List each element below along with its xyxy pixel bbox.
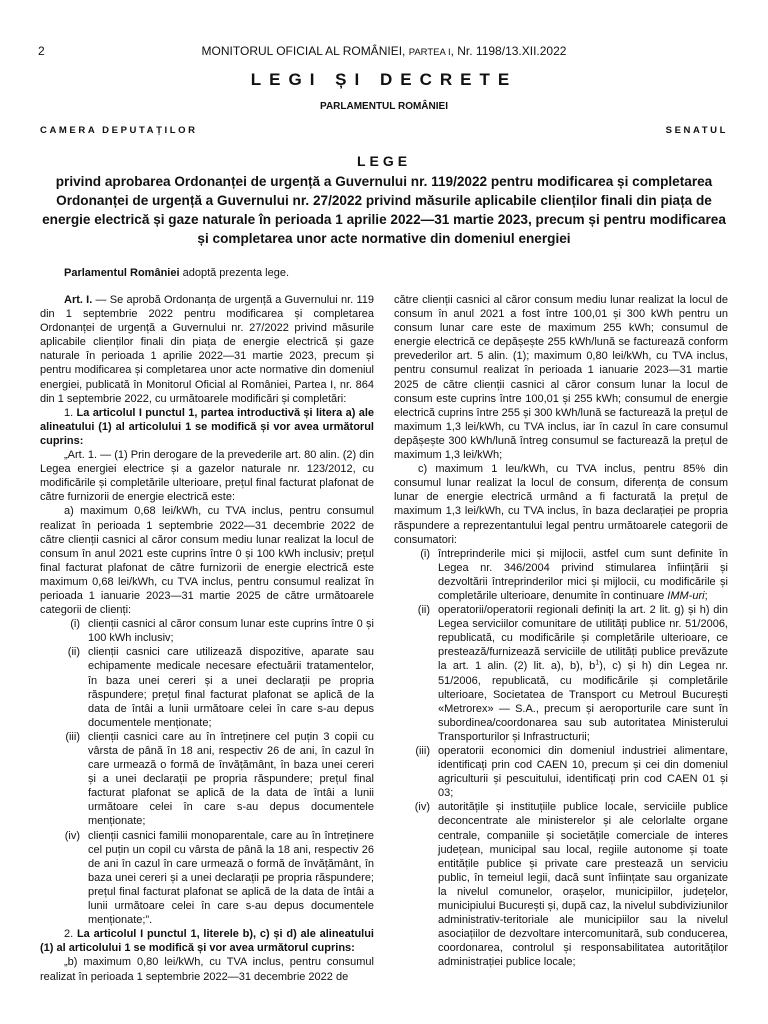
list-item: [394, 603, 728, 744]
point-1-heading: La articolul I punctul 1, partea introductivă și litera a) ale alineatului (1) al articolului 1 se modifică și vor avea următorul cuprins:: [40, 406, 374, 447]
item-a: a) maximum 0,68 lei/kWh, cu TVA inclus, pentru consumul realizat în perioada 1 septembrie 2022—31 decembrie 2022 de către clienții casnici al căror consum mediu lunar realizat la locul de consum în anul 2021 este cuprins între 0 și 100 kWh inclusiv; prețul final facturat plafonat de către furnizorii de energie electrică este maximum 0,68 lei/kWh, cu TVA inclus, pentru consumul realizat în perioada 1 ianuarie 2023—31 martie 2025 de către următoarele categorii de clienți:: [40, 505, 374, 617]
list-item-number: (ii): [417, 604, 430, 617]
law-label: LEGE: [356, 153, 412, 169]
list-item-text: clienții casnici care au în întreținere cel puțin 3 copii cu vârsta de până în 18 ani, respectiv 26 de ani, în cazul în care urmează o formă de învățământ, în baza unei cereri și a unei declarații pe propria răspundere; prețul final facturat plafonat se aplică de la data de întâi a lunii următoare celei în care s-au depus documentele menționate;: [88, 730, 374, 828]
list-item: [394, 744, 728, 800]
item-c: c) maximum 1 leu/kWh, cu TVA inclus, pentru 85% din consumul lunar realizat la locul de consum, diferența de consum lunar de energie electrică urmând a fi facturată la prețul de maximum 1,3 lei/kWh, cu TVA inclus, în baza declarației pe propria răspundere a reprezentantului legal pentru următoarele categorii de consumatori:: [394, 463, 728, 546]
list-item: [40, 829, 374, 928]
list-item-text-part: ), c) și h) din Legea nr. 51/2006, republicată, cu modificările și completările ulterioare, Societatea de Transport cu Metroul București «Metrorex» — S.A., precum și aeroporturile care sunt în subordinea/coordonarea sau sub autoritatea Ministerului Transporturilor și Infrastructurii;: [438, 660, 729, 743]
gazette-part: PARTEA I: [408, 47, 451, 58]
list-item-text: clienții casnici al căror consum lunar este cuprins între 0 și 100 kWh inclusiv;: [88, 618, 374, 645]
list-item-text: clienții casnici care utilizează dispozitive, aparate sau echipamente medicale necesare efectuării tratamentelor, în baza unei cereri și a unei declarații pe propria răspundere; prețul final facturat plafonat se aplică de la data de întâi a lunii următoare celei în care s-au depus documentele menționate;: [88, 646, 374, 729]
right-column: [394, 293, 728, 970]
list-item-text-part: operatorii/operatorii regionali definiți la art. 2 lit. g) și h) din Legea serviciilor comunitare de utilități publice nr. 51/2006, republicată, cu modificările și completările ulterioare, ce prestează/furnizează serviciile de utilități publice prevăzute la art. 1 alin. (2) lit. a), b), b: [438, 604, 728, 673]
list-item-text: operatorii economici din domeniul industriei alimentare, identificați prin cod CAEN 10, precum și cei din domeniul agriculturii și pescuitului, identificați prin cod CAEN 01 și 03;: [438, 745, 728, 800]
point-2-heading: La articolul I punctul 1, literele b), c) și d) ale alineatului (1) al articolului 1 se modifică și vor avea următorul cuprins:: [40, 928, 374, 955]
item-b-start: „b) maximum 0,80 lei/kWh, cu TVA inclus, pentru consumul realizat în perioada 1 septembrie 2022—31 decembrie 2022 de: [40, 956, 374, 983]
list-item-number: (iii): [65, 730, 80, 743]
preamble: [64, 267, 289, 279]
law-title: privind aprobarea Ordonanței de urgență a Guvernului nr. 119/2022 pentru modificarea și completarea Ordonanței de urgență a Guvernului nr. 27/2022 privind măsurile aplicabile clienților finali din piața de energie electrică și gaze naturale în perioada 1 aprilie 2022—31 martie 2023, precum și pentru modificarea și completarea unor acte normative din domeniul energiei: [42, 174, 726, 246]
point-1: [40, 406, 374, 448]
list-item-number: (iv): [64, 829, 80, 842]
chamber-senate: SENATUL: [665, 125, 728, 136]
quote-art-1: „Art. 1. — (1) Prin derogare de la prevederile art. 80 alin. (2) din Legea energiei electrice și a gazelor naturale nr. 123/2012, cu modificările și completările ulterioare, prețul final facturat plafonat de către furnizorii de energie electrică este:: [40, 449, 374, 504]
list-item: [40, 645, 374, 730]
list-item: [40, 730, 374, 829]
list-item-italic-term: IMM-uri: [667, 589, 705, 602]
chamber-deputies: CAMERA DEPUTAȚILOR: [40, 125, 198, 136]
gazette-issue: , Nr. 1198/13.XII.2022: [450, 44, 567, 58]
article-1-text: — Se aprobă Ordonanța de urgență a Guvernului nr. 119 din 1 septembrie 2022 pentru modificarea și completarea Ordonanței de urgență a Guvernului nr. 27/2022 privind măsurile aplicabile clienților finali din piața de energie electrică și gaze naturale în perioada 1 aprilie 2022—31 martie 2023, precum și pentru modificarea și completarea unor acte normative din domeniul energiei, publicată în Monitorul Oficial al României, Partea I, nr. 864 din 1 septembrie 2022, cu următoarele modificări și completări:: [40, 294, 374, 405]
list-item-number: (iii): [415, 745, 430, 757]
preamble-text: adoptă prezenta lege.: [179, 267, 290, 279]
list-item-number: (i): [70, 618, 80, 631]
list-item-text: clienții casnici familii monoparentale, care au în întreținere cel puțin un copil cu vârsta de până la 18 ani, respectiv 26 de ani în cazul în care urmează o formă de învățământ, în baza unei cereri și a unei declarații pe propria răspundere; prețul final facturat plafonat se aplică de la data de întâi a lunii următoare celei în care s-au depus documentele menționate;”.: [88, 829, 374, 927]
gazette-header: [0, 44, 768, 58]
article-1: [40, 293, 374, 406]
preamble-subject: Parlamentul României: [64, 267, 180, 279]
article-1-label: Art. I.: [64, 294, 93, 306]
left-column: [40, 293, 374, 984]
list-item-text-end: ;: [704, 589, 708, 602]
item-b-continued: către clienții casnici al căror consum mediu lunar realizat la locul de consum în anul 2021 a fost între 100,01 și 300 kWh pentru un consum lunar care este de maximum 255 kWh; consumul de energie electrică ce depășește 255 kWh/lună se facturează conform prevederilor art. 5 alin. (1); maximum 0,80 lei/kWh, cu TVA inclus, pentru consumul realizat în perioada 1 ianuarie 2023—31 martie 2025 de către clienții casnici al căror consum lunar la locul de consum este cuprins între 100,01 și 255 kWh; consumul de energie electrică cuprins între 255 și 300 kWh/lună se facturează la prețul de maximum 1,3 lei/kWh, cu TVA inclus, iar în cazul în care consumul depășește 300 kWh/lună întreg consumul se facturează la prețul de maximum 1,3 lei/kWh;: [394, 294, 728, 462]
point-1-number: 1.: [64, 406, 77, 419]
page-number: 2: [38, 44, 45, 58]
parliament-heading: PARLAMENTUL ROMÂNIEI: [320, 101, 448, 112]
list-item-text: [438, 603, 728, 744]
list-item: [394, 547, 728, 603]
list-item-text: [438, 547, 728, 603]
gazette-name: MONITORUL OFICIAL AL ROMÂNIEI,: [201, 44, 406, 58]
list-item: [394, 800, 728, 969]
point-2: [40, 927, 374, 955]
superscript: 1: [595, 659, 600, 667]
list-item-text: autoritățile și instituțiile publice locale, serviciile publice deconcentrate ale ministerelor și ale celorlalte organe centrale, companiile și societățile comerciale de interes județean, municipal sau local, regiile autonome și toate entitățile publice și private care prestează un serviciu public, în temeiul legii, dacă sunt înființate sau organizate la nivelul comunelor, orașelor, municipiilor, județelor, municipiului București și, după caz, la nivelul subdiviziunilor administrativ-teritoriale ale municipiilor sau la nivelul asociațiilor de dezvoltare intercomunitară, sub conducerea, coordonarea, controlul și responsabilitatea autorităților administrației publice locale;: [438, 801, 728, 969]
list-item-number: (i): [420, 547, 430, 560]
section-title: LEGI ȘI DECRETE: [250, 70, 518, 89]
list-item-number: (iv): [414, 801, 430, 814]
list-item: [40, 617, 374, 645]
list-item-number: (ii): [67, 646, 80, 659]
list-item-text-part: întreprinderile mici și mijlocii, astfel cum sunt definite în Legea nr. 346/2004 privind stimularea înființării și dezvoltării întreprinderilor mici și mijlocii, cu modificările și completările ulterioare, denumite în continuare: [438, 547, 728, 602]
point-2-number: 2.: [64, 928, 77, 941]
